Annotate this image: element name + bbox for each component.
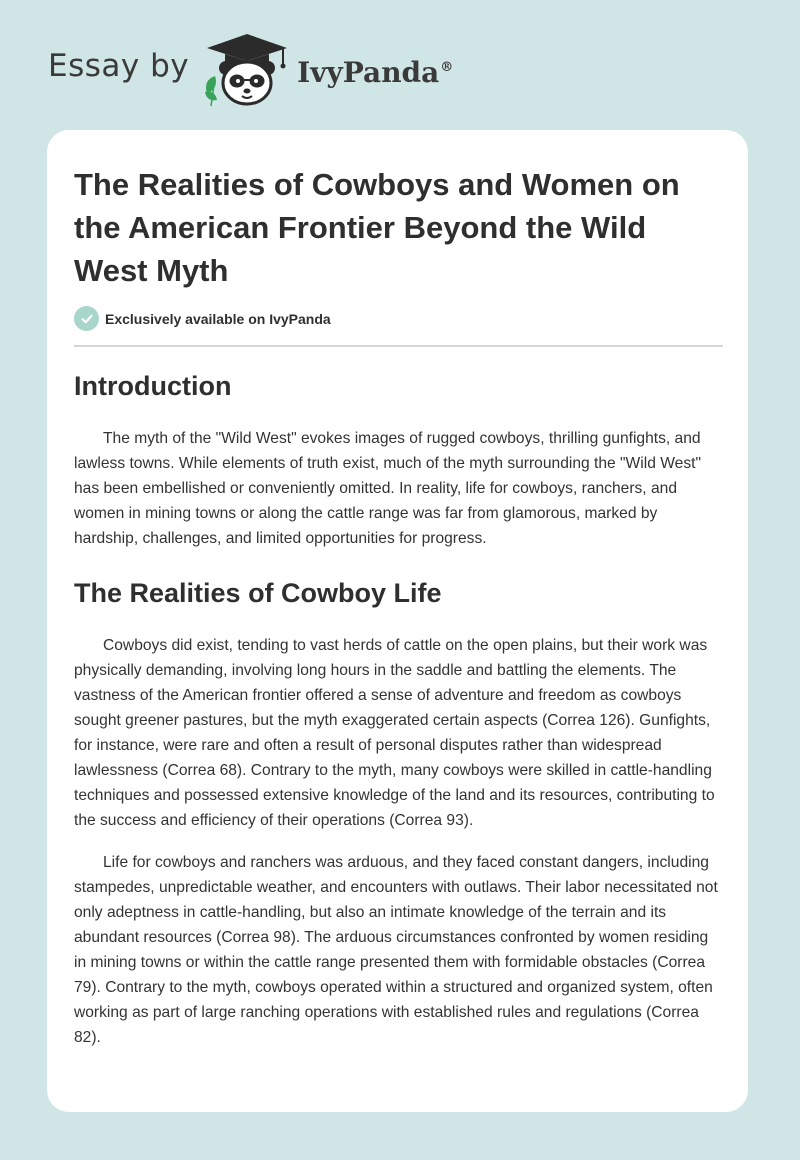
badge-label: Exclusively available on IvyPanda [105, 310, 331, 327]
check-circle-icon [74, 306, 99, 331]
section-heading: The Realities of Cowboy Life [74, 578, 442, 608]
essay-by-label: Essay by [48, 48, 190, 84]
exclusive-badge [74, 306, 331, 331]
essay-body [74, 364, 724, 1050]
paragraph: Cowboys did exist, tending to vast herds of cattle on the open plains, but their work was physically demanding, involving long hours in the saddle and battling the elements. The vastness of the American frontier offered a sense of adventure and freedom as cowboys sought greener pastures, but the myth exaggerated certain aspects (Correa 126). Gunfights, for instance, were rare and often a result of personal disputes rather than widespread lawlessness (Correa 68). Contrary to the myth, many cowboys were skilled in cattle-handling techniques and possessed extensive knowledge of the land and its resources, contributing to the success and efficiency of their operations (Correa 93). [74, 637, 715, 829]
paragraph: The myth of the "Wild West" evokes images of rugged cowboys, thrilling gunfights, and lawless towns. While elements of truth exist, much of the myth surrounding the "Wild West" has been embellished or conveniently omitted. In reality, life for cowboys, ranchers, and women in mining towns or along the cattle range was far from glamorous, marked by hardship, challenges, and limited opportunities for progress. [74, 430, 701, 547]
panda-graduate-icon [201, 30, 293, 110]
paragraph: Life for cowboys and ranchers was arduous, and they faced constant dangers, including stampedes, unpredictable weather, and encounters with outlaws. Their labor necessitated not only adeptness in cattle-handling, but also an intimate knowledge of the terrain and its abundant resources (Correa 98). The arduous circumstances confronted by women residing in mining towns or within the cattle range presented them with formidable obstacles (Correa 79). Contrary to the myth, cowboys operated within a structured and organized system, often working as part of large ranching operations with established rules and regulations (Correa 82). [74, 854, 718, 1046]
section-heading: Introduction [74, 371, 232, 401]
essay-card [47, 130, 748, 1112]
essay-title: The Realities of Cowboys and Women on the American Frontier Beyond the Wild West Myth [74, 167, 680, 288]
brand-header [48, 30, 453, 110]
divider [74, 345, 723, 347]
brand-name: IvyPanda® [297, 55, 454, 89]
